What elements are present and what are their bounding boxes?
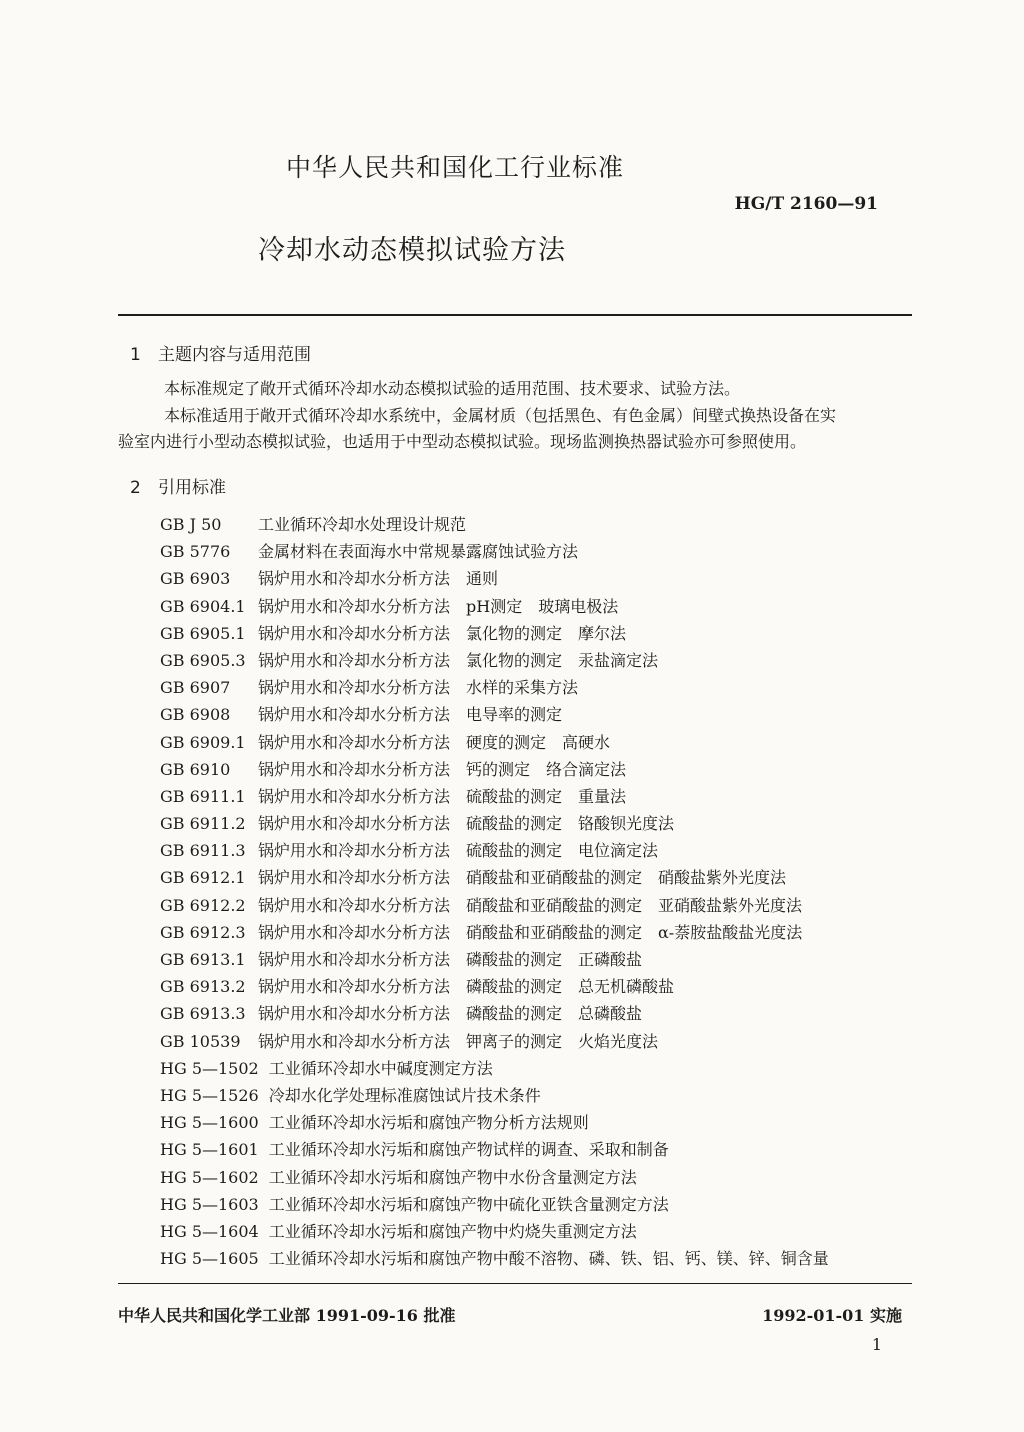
reference-item	[160, 973, 829, 1000]
reference-item	[160, 701, 829, 728]
document-title: 冷却水动态模拟试验方法	[258, 235, 566, 266]
reference-item	[160, 1191, 829, 1218]
reference-title: 锅炉用水和冷却水分析方法 钾离子的测定 火焰光度法	[258, 1031, 659, 1051]
reference-item	[160, 864, 829, 891]
reference-code: GB J 50	[160, 515, 222, 534]
reference-code: HG 5—1526	[160, 1085, 259, 1105]
reference-code: GB 6908	[160, 705, 231, 725]
reference-title: 锅炉用水和冷却水分析方法 硝酸盐和亚硝酸盐的测定 硝酸盐紫外光度法	[258, 868, 787, 888]
reference-code: GB 6913.2	[160, 977, 246, 997]
reference-item	[160, 729, 829, 756]
reference-item	[160, 647, 829, 674]
reference-item	[160, 810, 829, 837]
reference-title: 锅炉用水和冷却水分析方法 pH测定 玻璃电极法	[258, 596, 619, 616]
reference-title: 锅炉用水和冷却水分析方法 磷酸盐的测定 总磷酸盐	[258, 1004, 643, 1024]
reference-code: GB 6907	[160, 678, 231, 698]
reference-item	[160, 1082, 829, 1109]
reference-item	[160, 1000, 829, 1027]
standard-code: HG/T 2160—91	[734, 194, 878, 214]
reference-code: GB 6912.2	[160, 895, 246, 915]
reference-item	[160, 892, 829, 919]
reference-code: HG 5—1602	[160, 1167, 259, 1187]
reference-title: 工业循环冷却水污垢和腐蚀产物中硫化亚铁含量测定方法	[268, 1194, 669, 1214]
reference-title: 锅炉用水和冷却水分析方法 硬度的测定 高硬水	[258, 732, 611, 752]
reference-item	[160, 783, 829, 810]
reference-item	[160, 593, 829, 620]
section-1-paragraph-2-line-2: 验室内进行小型动态模拟试验，也适用于中型动态模拟试验。现场监测换热器试验亦可参照使用。	[118, 432, 807, 451]
reference-code: HG 5—1502	[160, 1058, 259, 1078]
reference-title: 工业循环冷却水污垢和腐蚀产物分析方法规则	[268, 1113, 589, 1133]
bottom-divider	[118, 1283, 912, 1284]
reference-title: 锅炉用水和冷却水分析方法 硫酸盐的测定 电位滴定法	[258, 841, 659, 861]
section-2-heading	[130, 473, 226, 498]
reference-item	[160, 1109, 829, 1136]
reference-code: GB 6911.1	[160, 786, 246, 806]
reference-list	[160, 511, 829, 1272]
reference-code: HG 5—1603	[160, 1194, 259, 1214]
reference-item	[160, 674, 829, 701]
reference-code: HG 5—1601	[160, 1140, 259, 1160]
reference-code: HG 5—1605	[160, 1249, 259, 1269]
reference-item	[160, 1245, 829, 1272]
reference-code: GB 10539	[160, 1031, 241, 1051]
reference-code: GB 6910	[160, 759, 231, 779]
effective-date: 1992-01-01 实施	[762, 1306, 902, 1325]
reference-title: 锅炉用水和冷却水分析方法 通则	[258, 569, 499, 589]
reference-title: 工业循环冷却水污垢和腐蚀产物中灼烧失重测定方法	[268, 1221, 637, 1241]
reference-title: 锅炉用水和冷却水分析方法 水样的采集方法	[258, 678, 579, 698]
reference-code: GB 6912.3	[160, 922, 246, 942]
reference-item	[160, 837, 829, 864]
reference-title: 锅炉用水和冷却水分析方法 磷酸盐的测定 正磷酸盐	[258, 950, 643, 969]
reference-code: GB 6913.1	[160, 950, 246, 969]
page-number: 1	[871, 1335, 882, 1354]
reference-item	[160, 620, 829, 647]
section-1-number: 1	[130, 345, 141, 365]
reference-item	[160, 1218, 829, 1245]
section-1-title: 主题内容与适用范围	[158, 345, 311, 365]
section-1-heading	[130, 340, 311, 365]
reference-item	[160, 511, 829, 538]
reference-code: GB 6903	[160, 569, 231, 589]
reference-item	[160, 1164, 829, 1191]
reference-code: GB 6909.1	[160, 732, 246, 752]
reference-item	[160, 565, 829, 592]
reference-title: 锅炉用水和冷却水分析方法 硫酸盐的测定 重量法	[258, 786, 627, 806]
reference-title: 锅炉用水和冷却水分析方法 氯化物的测定 摩尔法	[258, 623, 627, 643]
reference-title: 锅炉用水和冷却水分析方法 电导率的测定	[258, 705, 563, 725]
reference-code: GB 6905.3	[160, 650, 246, 670]
reference-title: 工业循环冷却水处理设计规范	[258, 515, 467, 534]
reference-code: HG 5—1604	[160, 1221, 259, 1241]
reference-code: HG 5—1600	[160, 1113, 259, 1133]
reference-code: GB 6905.1	[160, 623, 246, 643]
reference-item	[160, 919, 829, 946]
section-1-paragraph-1: 本标准规定了敞开式循环冷却水动态模拟试验的适用范围、技术要求、试验方法。	[164, 379, 741, 398]
reference-item	[160, 1028, 829, 1055]
reference-code: GB 6911.3	[160, 841, 246, 861]
reference-item	[160, 946, 829, 973]
reference-code: GB 5776	[160, 542, 231, 562]
reference-title: 工业循环冷却水污垢和腐蚀产物中水份含量测定方法	[268, 1167, 637, 1187]
section-2-number: 2	[130, 478, 141, 498]
reference-title: 锅炉用水和冷却水分析方法 硝酸盐和亚硝酸盐的测定 α-萘胺盐酸盐光度法	[258, 922, 803, 942]
reference-item	[160, 1136, 829, 1163]
reference-title: 锅炉用水和冷却水分析方法 磷酸盐的测定 总无机磷酸盐	[258, 977, 675, 997]
reference-title: 锅炉用水和冷却水分析方法 硫酸盐的测定 铬酸钡光度法	[258, 814, 675, 834]
reference-code: GB 6912.1	[160, 868, 246, 888]
approval-line: 中华人民共和国化学工业部 1991-09-16 批准	[118, 1306, 456, 1325]
reference-title: 工业循环冷却水中碱度测定方法	[268, 1058, 493, 1078]
section-1-paragraph-2-line-1: 本标准适用于敞开式循环冷却水系统中，金属材质（包括黑色、有色金属）间壁式换热设备在实	[164, 406, 837, 425]
reference-item	[160, 538, 829, 565]
top-divider	[118, 314, 912, 316]
reference-code: GB 6904.1	[160, 596, 246, 616]
reference-code: GB 6913.3	[160, 1004, 246, 1024]
industry-standard-title: 中华人民共和国化工行业标准	[286, 153, 625, 182]
reference-title: 工业循环冷却水污垢和腐蚀产物试样的调查、采取和制备	[268, 1140, 669, 1160]
reference-code: GB 6911.2	[160, 814, 246, 834]
reference-title: 锅炉用水和冷却水分析方法 钙的测定 络合滴定法	[258, 759, 627, 779]
reference-title: 锅炉用水和冷却水分析方法 氯化物的测定 汞盐滴定法	[258, 650, 659, 670]
reference-item	[160, 756, 829, 783]
section-2-title: 引用标准	[158, 478, 226, 498]
reference-item	[160, 1055, 829, 1082]
reference-title: 锅炉用水和冷却水分析方法 硝酸盐和亚硝酸盐的测定 亚硝酸盐紫外光度法	[258, 895, 803, 915]
reference-title: 冷却水化学处理标准腐蚀试片技术条件	[268, 1085, 541, 1105]
reference-title: 工业循环冷却水污垢和腐蚀产物中酸不溶物、磷、铁、铝、钙、镁、锌、铜含量	[268, 1249, 829, 1269]
reference-title: 金属材料在表面海水中常规暴露腐蚀试验方法	[258, 542, 579, 562]
